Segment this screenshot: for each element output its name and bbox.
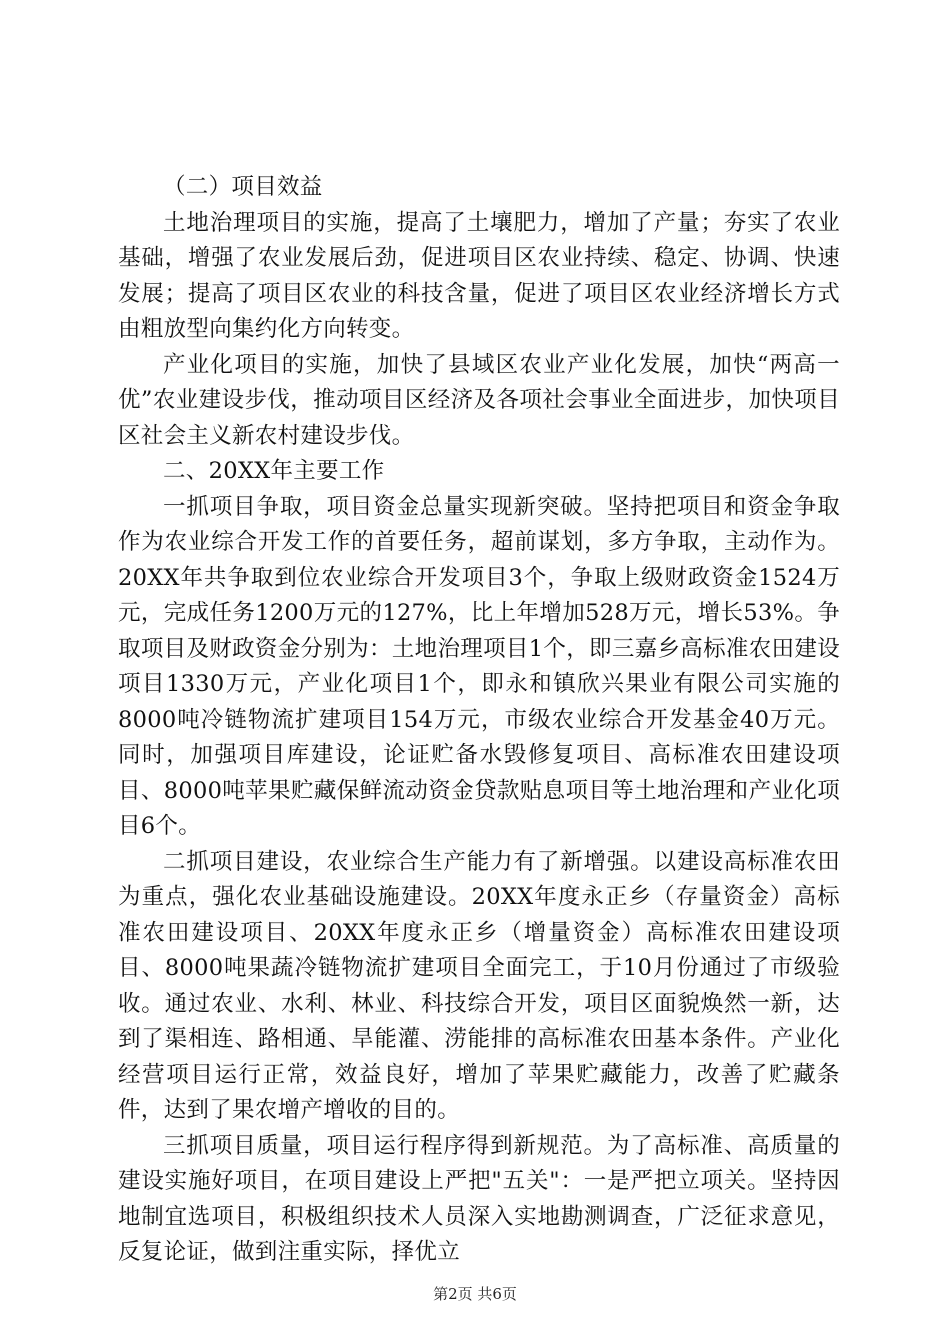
section-heading-main-work: 二、20XX年主要工作 [163,458,385,484]
section-heading-project-benefits: （二）项目效益 [163,174,323,200]
document-body [118,170,840,1271]
paragraph-land-governance: 土地治理项目的实施，提高了土壤肥力，增加了产量；夯实了农业基础，增强了农业发展后劲，促进项目区农业持续、稳定、协调、快速发展；提高了项目区农业的科技含量，促进了项目区农业经济增长方式由粗放型向集约化方向转变。 [118,209,840,342]
page-footer: 第2页 共6页 [433,1285,517,1303]
paragraph-project-funding: 一抓项目争取，项目资金总量实现新突破。坚持把项目和资金争取作为农业综合开发工作的首要任务，超前谋划，多方争取，主动作为。20XX年共争取到位农业综合开发项目3个，争取上级财政资金1524万元，完成任务1200万元的127%，比上年增加528万元，增长53%。争取项目及财政资金分别为：土地治理项目1个，即三嘉乡高标准农田建设项目1330万元，产业化项目1个，即永和镇欣兴果业有限公司实施的8000吨冷链物流扩建项目154万元，市级农业综合开发基金40万元。同时，加强项目库建设，论证贮备水毁修复项目、高标准农田建设项目、8000吨苹果贮藏保鲜流动资金贷款贴息项目等土地治理和产业化项目6个。 [118,493,840,839]
paragraph-project-quality: 三抓项目质量，项目运行程序得到新规范。为了高标准、高质量的建设实施好项目，在项目建设上严把"五关"：一是严把立项关。坚持因地制宜选项目，积极组织技术人员深入实地勘测调查，广泛征求意见，反复论证，做到注重实际，择优立 [118,1132,840,1265]
paragraph-project-construction: 二抓项目建设，农业综合生产能力有了新增强。以建设高标准农田为重点，强化农业基础设施建设。20XX年度永正乡（存量资金）高标准农田建设项目、20XX年度永正乡（增量资金）高标准农田建设项目、8000吨果蔬冷链物流扩建项目全面完工，于10月份通过了市级验收。通过农业、水利、林业、科技综合开发，项目区面貌焕然一新，达到了渠相连、路相通、旱能灌、涝能排的高标准农田基本条件。产业化经营项目运行正常，效益良好，增加了苹果贮藏能力，改善了贮藏条件，达到了果农增产增收的目的。 [118,848,840,1123]
paragraph-industrialization: 产业化项目的实施，加快了县域区农业产业化发展，加快“两高一优”农业建设步伐，推动项目区经济及各项社会事业全面进步，加快项目区社会主义新农村建设步伐。 [118,351,840,449]
